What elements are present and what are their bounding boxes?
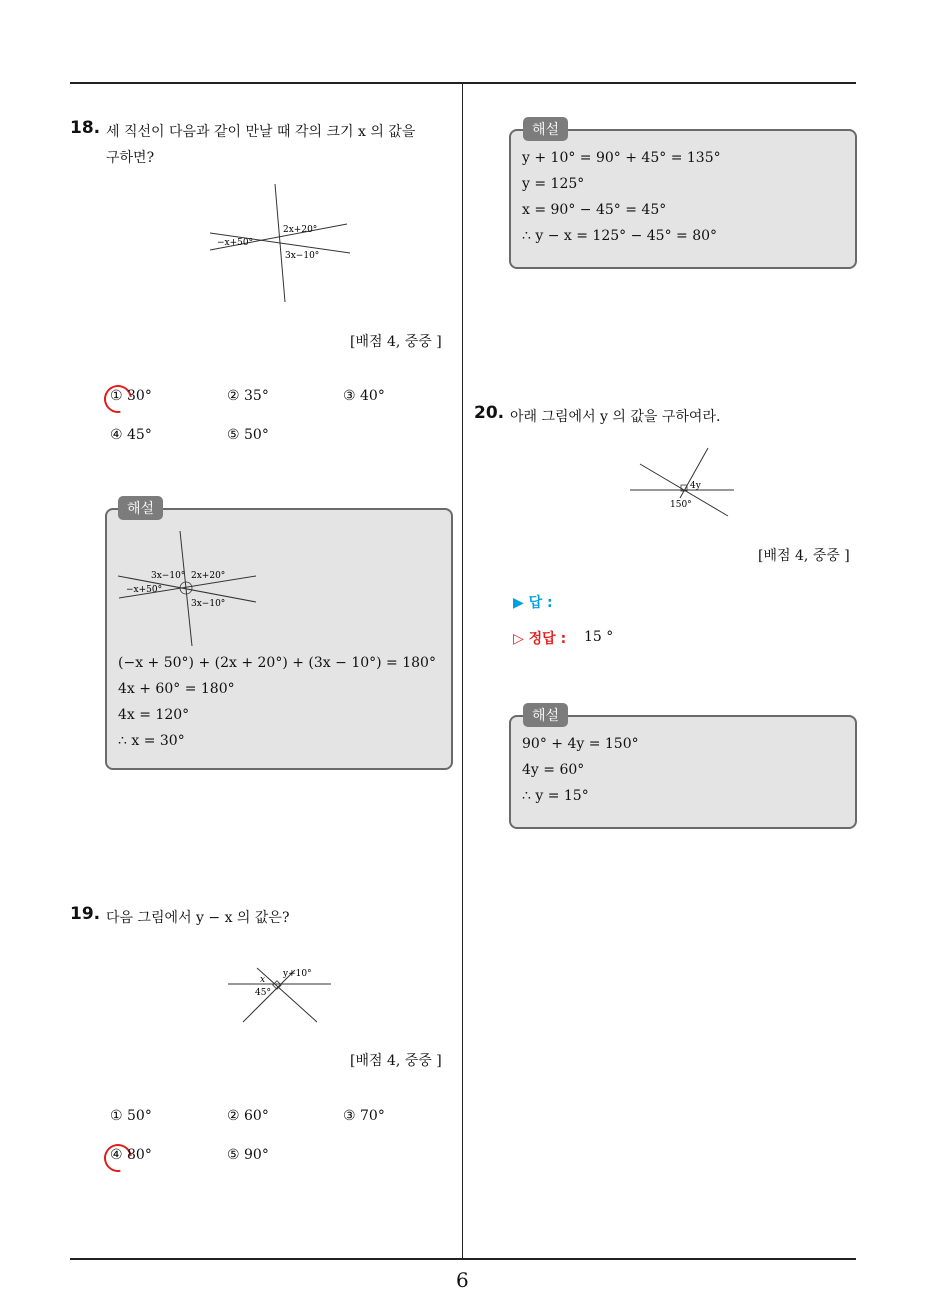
solution-line: 90° + 4y = 150° bbox=[522, 736, 639, 752]
solution-tag: 해설 bbox=[523, 117, 568, 141]
q19-figure bbox=[225, 962, 335, 1027]
correct-label: ▷ 정답 : bbox=[513, 631, 567, 647]
solution-tag: 해설 bbox=[523, 703, 568, 727]
fig-label: 3x−10° bbox=[285, 251, 320, 261]
solution-line: ∴ x = 30° bbox=[118, 733, 185, 749]
fig-label: −x+50° bbox=[217, 238, 254, 248]
correct-value: 15 ° bbox=[584, 629, 614, 645]
q18-solution-figure bbox=[114, 526, 264, 651]
top-rule bbox=[70, 82, 856, 84]
fig-label: 3x−10° bbox=[191, 599, 226, 609]
choice-4[interactable]: ④ 45° bbox=[110, 427, 152, 443]
fig-label: 3x−10° bbox=[151, 571, 186, 581]
choice-2[interactable]: ② 60° bbox=[227, 1108, 269, 1124]
fig-label: 45° bbox=[255, 988, 271, 998]
fig-label: 2x+20° bbox=[191, 571, 226, 581]
choice-4[interactable]: ④ 80° bbox=[110, 1147, 152, 1163]
question-number: 19. bbox=[70, 904, 101, 924]
fig-label: y+10° bbox=[283, 969, 312, 979]
bottom-rule bbox=[70, 1258, 856, 1260]
score-label: [배점 4, 중중 ] bbox=[350, 334, 442, 350]
solution-line: ∴ y = 15° bbox=[522, 788, 589, 804]
solution-line: y = 125° bbox=[522, 176, 585, 192]
choice-3[interactable]: ③ 40° bbox=[343, 388, 385, 404]
q18-figure bbox=[205, 180, 355, 305]
solution-line: ∴ y − x = 125° − 45° = 80° bbox=[522, 228, 718, 244]
fig-label: x bbox=[260, 975, 266, 985]
question-text: 다음 그림에서 y − x 의 값은? bbox=[106, 910, 290, 926]
question-text: 세 직선이 다음과 같이 만날 때 각의 크기 x 의 값을 bbox=[106, 124, 416, 140]
question-text-cont: 구하면? bbox=[106, 150, 155, 166]
solution-line: x = 90° − 45° = 45° bbox=[522, 202, 667, 218]
choice-5[interactable]: ⑤ 90° bbox=[227, 1147, 269, 1163]
choice-1[interactable]: ① 50° bbox=[110, 1108, 152, 1124]
solution-line: y + 10° = 90° + 45° = 135° bbox=[522, 150, 721, 166]
score-label: [배점 4, 중중 ] bbox=[350, 1053, 442, 1069]
score-label: [배점 4, 중중 ] bbox=[758, 548, 850, 564]
choice-2[interactable]: ② 35° bbox=[227, 388, 269, 404]
solution-line: 4y = 60° bbox=[522, 762, 585, 778]
question-number: 18. bbox=[70, 118, 101, 138]
solution-line: (−x + 50°) + (2x + 20°) + (3x − 10°) = 180° bbox=[118, 655, 436, 671]
choice-3[interactable]: ③ 70° bbox=[343, 1108, 385, 1124]
fig-label: 150° bbox=[670, 500, 692, 510]
solution-line: 4x + 60° = 180° bbox=[118, 681, 235, 697]
fig-label: −x+50° bbox=[126, 585, 163, 595]
question-text: 아래 그림에서 y 의 값을 구하여라. bbox=[510, 409, 721, 425]
choice-1[interactable]: ① 30° bbox=[110, 388, 152, 404]
solution-tag: 해설 bbox=[118, 496, 163, 520]
answer-label: ▶ 답 : bbox=[513, 595, 553, 611]
question-number: 20. bbox=[474, 403, 505, 423]
q20-figure bbox=[628, 444, 738, 522]
page-number: 6 bbox=[456, 1268, 469, 1292]
solution-line: 4x = 120° bbox=[118, 707, 190, 723]
choice-5[interactable]: ⑤ 50° bbox=[227, 427, 269, 443]
column-divider bbox=[462, 84, 463, 1260]
fig-label: 2x+20° bbox=[283, 225, 318, 235]
fig-label: 4y bbox=[690, 481, 701, 491]
